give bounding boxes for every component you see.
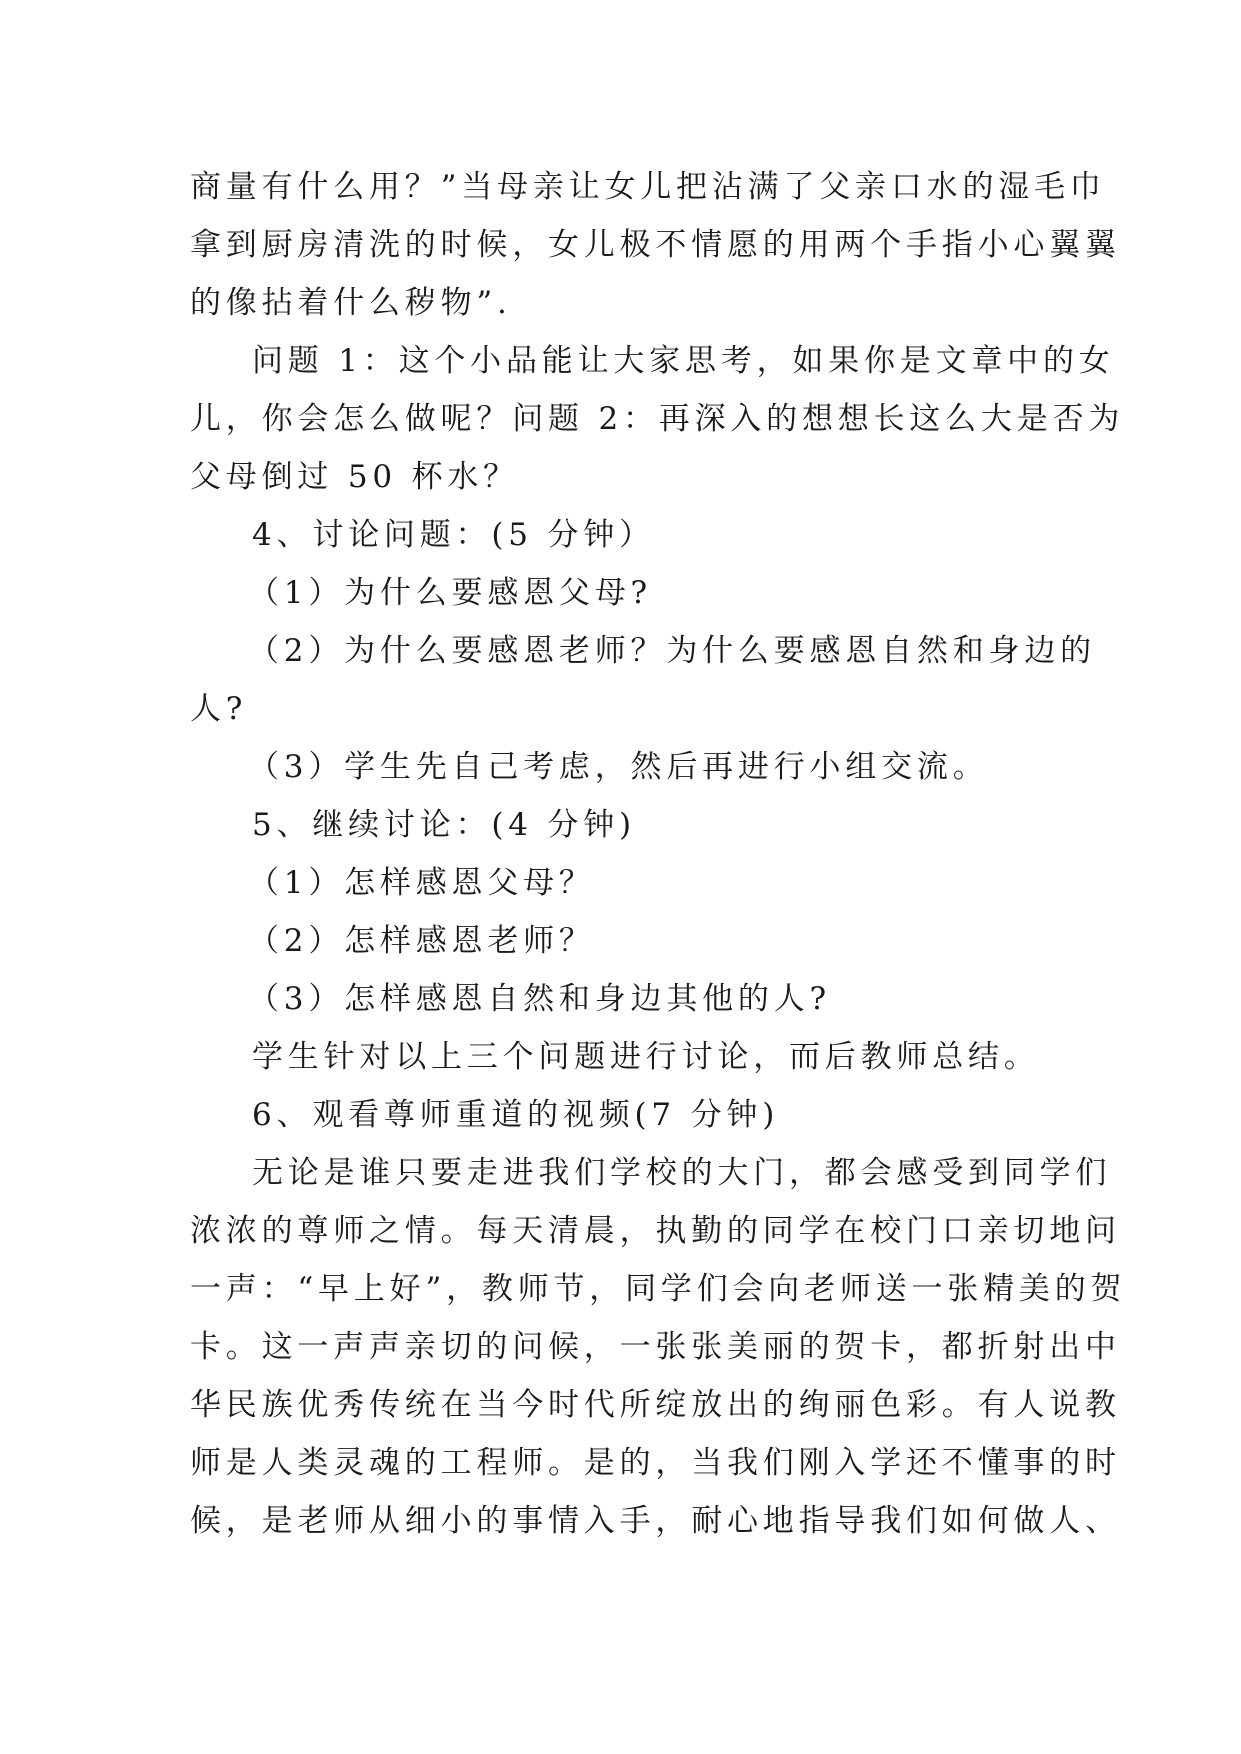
text-line: 师是人类灵魂的工程师。是的，当我们刚入学还不懂事的时 [190, 1445, 1121, 1481]
text-line: 人? [190, 691, 248, 727]
body-paragraph: 无论是谁只要走进我们学校的大门，都会感受到同学们 [252, 1155, 1112, 1191]
list-item: （3）怎样感恩自然和身边其他的人? [248, 981, 831, 1017]
list-item: （3）学生先自己考虑，然后再进行小组交流。 [248, 749, 989, 785]
text-line: 一声：“早上好”，教师节，同学们会向老师送一张精美的贺 [190, 1271, 1127, 1307]
list-item: （2）怎样感恩老师？ [248, 923, 595, 959]
list-item: （1）为什么要感恩父母? [248, 575, 652, 611]
text-line: 的像拈着什么秽物”. [190, 285, 512, 321]
text-line: 父母倒过 50 杯水？ [190, 459, 519, 495]
text-line: 华民族优秀传统在当今时代所绽放出的绚丽色彩。有人说教 [190, 1387, 1121, 1423]
document-body [190, 158, 1127, 1550]
list-item: （2）为什么要感恩老师？为什么要感恩自然和身边的 [248, 633, 1096, 669]
question-paragraph: 问题 1：这个小品能让大家思考，如果你是文章中的女 [252, 343, 1115, 379]
section-heading-6: 6、观看尊师重道的视频(7 分钟) [252, 1097, 780, 1133]
list-item: （1）怎样感恩父母？ [248, 865, 595, 901]
section-heading-5: 5、继续讨论：(4 分钟) [252, 807, 636, 843]
text-line: 商量有什么用？”当母亲让女儿把沾满了父亲口水的湿毛巾 [190, 169, 1106, 205]
text-line: 拿到厨房清洗的时候，女儿极不情愿的用两个手指小心翼翼 [190, 227, 1121, 263]
section-heading-4: 4、讨论问题：(5 分钟） [252, 517, 655, 553]
text-line: 儿，你会怎么做呢？问题 2：再深入的想想长这么大是否为 [190, 401, 1125, 437]
summary-paragraph: 学生针对以上三个问题进行讨论，而后教师总结。 [252, 1039, 1040, 1075]
text-line: 卡。这一声声亲切的问候，一张张美丽的贺卡，都折射出中 [190, 1329, 1121, 1365]
text-line: 候，是老师从细小的事情入手，耐心地指导我们如何做人、 [190, 1503, 1121, 1539]
text-line: 浓浓的尊师之情。每天清晨，执勤的同学在校门口亲切地问 [190, 1213, 1121, 1249]
